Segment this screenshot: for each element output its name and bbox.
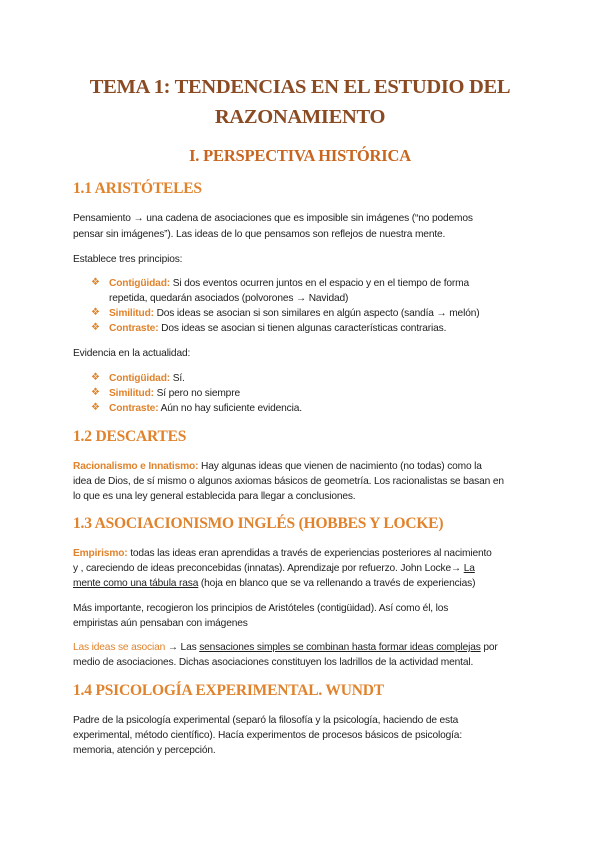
paragraph-line: Empirismo: todas las ideas eran aprendidas a través de experiencias posteriores al nacimiento — [73, 548, 492, 559]
document-title-line-2: RAZONAMIENTO — [214, 106, 386, 128]
paragraph-line: medio de asociaciones. Dichas asociaciones constituyen los ladrillos de la actividad mental. — [73, 657, 474, 668]
paragraph-line: empiristas aún pensaban con imágenes — [73, 618, 248, 629]
diamond-outline-icon: ❖ — [91, 277, 100, 288]
paragraph-line: Evidencia en la actualidad: — [73, 348, 191, 359]
heading-aristoteles: 1.1 ARISTÓTELES — [73, 180, 202, 197]
paragraph-line: Padre de la psicología experimental (separó la filosofía y la psicología, haciendo de esta — [73, 715, 459, 726]
list-item-continuation: repetida, quedarán asociados (polvorones → Navidad) — [109, 293, 349, 304]
paragraph-line: mente como una tábula rasa (hoja en blanco que se va rellenando a través de experiencias) — [73, 578, 476, 589]
heading-wundt: 1.4 PSICOLOGÍA EXPERIMENTAL. WUNDT — [73, 682, 384, 699]
paragraph-line: Más importante, recogieron los principios de Aristóteles (contigüidad). Así como él, los — [73, 603, 449, 614]
document-title-line-1: TEMA 1: TENDENCIAS EN EL ESTUDIO DEL — [89, 76, 511, 98]
list-item: Contigüidad: Sí. — [109, 373, 185, 384]
paragraph-line: Establece tres principios: — [73, 254, 183, 265]
diamond-outline-icon: ❖ — [91, 322, 100, 333]
list-item: Similitud: Sí pero no siempre — [109, 388, 240, 399]
diamond-outline-icon: ❖ — [91, 372, 100, 383]
paragraph-line: Las ideas se asocian → Las sensaciones simples se combinan hasta formar ideas complejas por — [73, 642, 498, 653]
paragraph-line: experimental, método científico). Hacía experimentos de procesos básicos de psicología: — [73, 730, 462, 741]
paragraph-line: memoria, atención y percepción. — [73, 745, 216, 756]
diamond-outline-icon: ❖ — [91, 307, 100, 318]
list-item: Contraste: Dos ideas se asocian si tienen algunas características contrarias. — [109, 323, 447, 334]
diamond-outline-icon: ❖ — [91, 402, 100, 413]
list-item: Contraste: Aún no hay suficiente evidencia. — [109, 403, 302, 414]
paragraph-line: Racionalismo e Innatismo: Hay algunas ideas que vienen de nacimiento (no todas) como la — [73, 461, 482, 472]
paragraph-line: lo que es una ley general establecida para llegar a conclusiones. — [73, 491, 356, 502]
paragraph-line: Pensamiento → una cadena de asociaciones que es imposible sin imágenes (“no podemos — [73, 213, 473, 224]
heading-asociacionismo: 1.3 ASOCIACIONISMO INGLÉS (HOBBES Y LOCKE) — [73, 515, 444, 532]
paragraph-line: pensar sin imágenes”). Las ideas de lo que pensamos son reflejos de nuestra mente. — [73, 229, 446, 240]
list-item: Contigüidad: Si dos eventos ocurren juntos en el espacio y en el tiempo de forma — [109, 278, 470, 289]
paragraph-line: idea de Dios, de sí mismo o algunos axiomas básicos de geometría. Los racionalistas se basan en — [73, 476, 504, 487]
heading-descartes: 1.2 DESCARTES — [73, 428, 187, 445]
diamond-outline-icon: ❖ — [91, 387, 100, 398]
list-item: Similitud: Dos ideas se asocian si son similares en algún aspecto (sandía → melón) — [109, 308, 480, 319]
section-title: I. PERSPECTIVA HISTÓRICA — [189, 146, 411, 165]
paragraph-line: y , careciendo de ideas preconcebidas (innatas). Aprendizaje por refuerzo. John Locke→ La — [73, 563, 475, 574]
